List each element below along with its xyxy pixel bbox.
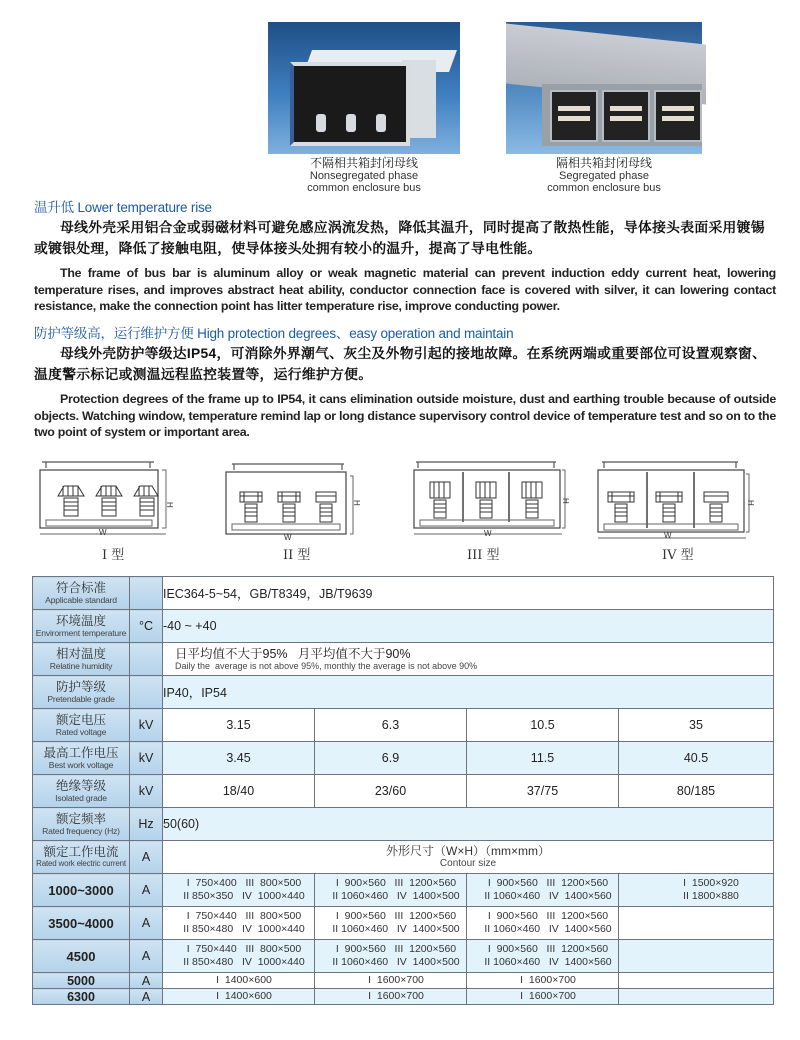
dims-cell	[315, 874, 467, 907]
height-label: H	[746, 500, 755, 506]
unit-cell: kV	[130, 742, 163, 775]
table-row-environment	[33, 610, 774, 643]
value-cell: 10.5	[467, 709, 619, 742]
dims-cell	[315, 989, 467, 1005]
dim-line: I 900×560 III 1200×560	[335, 910, 457, 922]
unit-cell	[130, 577, 163, 610]
current-value: 4500	[33, 940, 130, 973]
label-en: Pretendable grade	[47, 693, 115, 704]
width-label: W	[284, 533, 292, 542]
unit-cell: A	[130, 940, 163, 973]
dim-line: I 900×560 III 1200×560	[487, 910, 609, 922]
section-heading-protection: 防护等级高，运行维护方便 High protection degrees、easy operation and maintain	[34, 326, 514, 341]
label-en: Envirorment temperature	[35, 627, 127, 638]
table-row-best-voltage	[33, 742, 774, 775]
row-label	[33, 775, 130, 808]
label-en: Rated frequency (Hz)	[42, 825, 120, 836]
label-cn: 额定电压	[55, 712, 106, 727]
row-label	[33, 676, 130, 709]
diagram-type-2	[222, 460, 361, 542]
dims-cell	[619, 907, 774, 940]
dim-line: II 1060×460 IV 1400×560	[484, 890, 612, 902]
unit-cell: Hz	[130, 808, 163, 841]
dims-cell	[315, 973, 467, 989]
dim-line: II 850×350 IV 1000×440	[183, 890, 305, 902]
photo-segregated-bus	[506, 22, 702, 154]
spec-table	[32, 576, 774, 1005]
dim-line: II 1060×460 IV 1400×560	[484, 923, 612, 935]
table-row-current	[33, 973, 774, 989]
value-cell: 6.3	[315, 709, 467, 742]
table-row-current	[33, 874, 774, 907]
caption-cn: 不隔相共箱封闭母线	[309, 156, 418, 170]
label-cn: 最高工作电压	[43, 745, 119, 760]
row-label	[33, 742, 130, 775]
dim-line: II 1060×460 IV 1400×500	[332, 890, 460, 902]
current-value: 1000~3000	[33, 874, 130, 907]
dim-line: II 1060×460 IV 1400×500	[332, 956, 460, 968]
current-value: 3500~4000	[33, 907, 130, 940]
dims-cell	[163, 874, 315, 907]
contour-en: Contour size	[439, 858, 497, 869]
value-cell: 35	[619, 709, 774, 742]
label-en: Rated work electric current	[36, 858, 126, 868]
dim-line: I 750×440 III 800×500	[186, 943, 302, 955]
table-row-current	[33, 907, 774, 940]
width-label: W	[99, 528, 107, 537]
value-cell: 23/60	[315, 775, 467, 808]
dim-line: II 1060×460 IV 1400×500	[332, 923, 460, 935]
label-en: Isolated grade	[55, 792, 107, 803]
value-cell	[163, 643, 774, 676]
table-row-current-header	[33, 841, 774, 874]
value-cell: 3.15	[163, 709, 315, 742]
unit-cell: A	[130, 907, 163, 940]
width-label: W	[664, 531, 672, 540]
value-cell: -40 ~ +40	[163, 610, 774, 643]
table-row-rated-voltage	[33, 709, 774, 742]
label-cn: 环境温度	[55, 613, 106, 628]
current-value: 5000	[33, 973, 130, 989]
unit-cell: A	[130, 973, 163, 989]
row-label	[33, 643, 130, 676]
unit-cell: A	[130, 989, 163, 1005]
caption-cn: 隔相共箱封闭母线	[555, 156, 652, 170]
dims-cell	[163, 940, 315, 973]
row-label	[33, 808, 130, 841]
dim-line: I 750×400 III 800×500	[186, 877, 302, 889]
unit-cell: kV	[130, 775, 163, 808]
label-cn: 防护等级	[55, 679, 106, 694]
dims-cell	[619, 989, 774, 1005]
section-heading-temperature: 温升低 Lower temperature rise	[34, 200, 212, 215]
dim-line: I 1400×600	[216, 990, 272, 1002]
dim-line: I 900×560 III 1200×560	[487, 943, 609, 955]
dims-cell	[315, 940, 467, 973]
dims-cell	[163, 989, 315, 1005]
paragraph-temperature-cn: 母线外壳采用铝合金或弱磁材料可避免感应涡流发热，降低其温升，同时提高了散热性能，导体接头表面采用镀锡或镀银处理，降低了接触电阻，使导体接头处拥有较小的温升，提高了导电性能。	[34, 220, 765, 256]
current-value: 6300	[33, 989, 130, 1005]
table-row-current	[33, 989, 774, 1005]
dims-cell	[467, 973, 619, 989]
label-en: Best work voltage	[48, 759, 114, 770]
dim-line: I 1600×700	[520, 990, 576, 1002]
dim-line: II 850×480 IV 1000×440	[183, 923, 305, 935]
dims-cell	[315, 907, 467, 940]
diagram-label-type-2: II 型	[283, 548, 311, 563]
humidity-cn: 日平均值不大于95% 月平均值不大于90%	[175, 646, 411, 661]
diagram-label-type-4: IV 型	[662, 548, 694, 563]
label-cn: 绝缘等级	[55, 778, 106, 793]
dims-cell	[467, 989, 619, 1005]
width-label: W	[484, 529, 492, 538]
dim-line: I 1600×700	[368, 974, 424, 986]
dim-line: II 850×480 IV 1000×440	[183, 956, 305, 968]
label-cn: 额定频率	[55, 811, 106, 826]
paragraph-protection-cn: 母线外壳防护等级达IP54，可消除外界潮气、灰尘及外物引起的接地故障。在系统两端或重要部位可设置观察窗、温度警示标记或测温远程监控装置等，运行维护方便。	[34, 346, 767, 382]
dims-cell	[619, 973, 774, 989]
value-cell: 6.9	[315, 742, 467, 775]
table-row-standard	[33, 577, 774, 610]
unit-cell: kV	[130, 709, 163, 742]
diagram-label-type-1: I 型	[102, 548, 125, 563]
unit-cell: A	[130, 841, 163, 874]
dims-cell	[467, 907, 619, 940]
caption-en-line1: Segregated phase	[559, 170, 649, 182]
row-label	[33, 610, 130, 643]
dim-line: I 900×560 III 1200×560	[335, 877, 457, 889]
height-label: H	[352, 500, 361, 506]
unit-cell	[130, 676, 163, 709]
dim-line: I 750×440 III 800×500	[186, 910, 302, 922]
dims-cell	[163, 907, 315, 940]
dim-line: I 1400×600	[216, 974, 272, 986]
label-en: Relatine humidity	[49, 660, 113, 671]
height-label: H	[165, 502, 174, 508]
table-row-frequency	[33, 808, 774, 841]
height-label: H	[561, 498, 570, 504]
table-row-protection	[33, 676, 774, 709]
humidity-en: Daily the average is not above 95%, monthly the average is not above 90%	[175, 660, 478, 671]
photo-caption-segregated	[506, 156, 702, 194]
paragraph-temperature-en: The frame of bus bar is aluminum alloy or weak magnetic material can prevent induction eddy current heat, lowering temperature rises, and improves abstract heat ability, conductor connection face is covered with silver, it can lowering contact resistance, make the connection point has litter temperature rise, improve conducting power.	[34, 266, 776, 313]
value-cell: 3.45	[163, 742, 315, 775]
diagram-type-1	[36, 458, 172, 540]
contour-header	[163, 841, 774, 874]
photo-nonsegregated-bus	[268, 22, 460, 154]
table-row-isolated-grade	[33, 775, 774, 808]
value-cell: IP40，IP54	[163, 676, 774, 709]
label-en: Rated voltage	[55, 726, 107, 737]
label-cn: 符合标准	[55, 580, 106, 595]
dim-line: I 900×560 III 1200×560	[335, 943, 457, 955]
value-cell: 11.5	[467, 742, 619, 775]
caption-en-line2: common enclosure bus	[547, 182, 661, 194]
diagram-type-3	[406, 458, 570, 540]
paragraph-protection-en: Protection degrees of the frame up to IP54, it cans elimination outside moisture, dust and earthing trouble because of outside objects. Watching window, temperature remind lap or long distance supervisory control device of temperature test and so on to the two point of system or important area.	[34, 392, 776, 439]
dims-cell	[619, 940, 774, 973]
photo-caption-nonsegregated	[268, 156, 460, 194]
dim-line: I 1600×700	[368, 990, 424, 1002]
table-row-humidity	[33, 643, 774, 676]
value-cell: 18/40	[163, 775, 315, 808]
caption-en-line1: Nonsegregated phase	[309, 170, 419, 182]
row-label	[33, 577, 130, 610]
dim-line: I 1600×700	[520, 974, 576, 986]
dim-line: II 1800×880	[683, 890, 739, 902]
unit-cell	[130, 643, 163, 676]
value-cell: 80/185	[619, 775, 774, 808]
diagram-label-type-3: III 型	[467, 548, 500, 563]
unit-cell: A	[130, 874, 163, 907]
value-cell: 50(60)	[163, 808, 774, 841]
label-en: Applicable standard	[45, 594, 117, 605]
unit-cell: °C	[130, 610, 163, 643]
row-label	[33, 841, 130, 874]
dims-cell	[467, 940, 619, 973]
row-label	[33, 709, 130, 742]
dims-cell	[163, 973, 315, 989]
diagram-type-4	[594, 456, 754, 542]
value-cell: 40.5	[619, 742, 774, 775]
dim-line: I 1500×920	[683, 877, 739, 889]
label-cn: 额定工作电流	[43, 844, 119, 859]
dim-line: I 900×560 III 1200×560	[487, 877, 609, 889]
dims-cell	[619, 874, 774, 907]
contour-cn: 外形尺寸（W×H）（mm×mm）	[386, 844, 550, 858]
value-cell: 37/75	[467, 775, 619, 808]
label-cn: 相对温度	[55, 646, 106, 661]
value-cell: IEC364-5~54，GB/T8349，JB/T9639	[163, 577, 774, 610]
dim-line: II 1060×460 IV 1400×560	[484, 956, 612, 968]
caption-en-line2: common enclosure bus	[307, 182, 421, 194]
dims-cell	[467, 874, 619, 907]
table-row-current	[33, 940, 774, 973]
